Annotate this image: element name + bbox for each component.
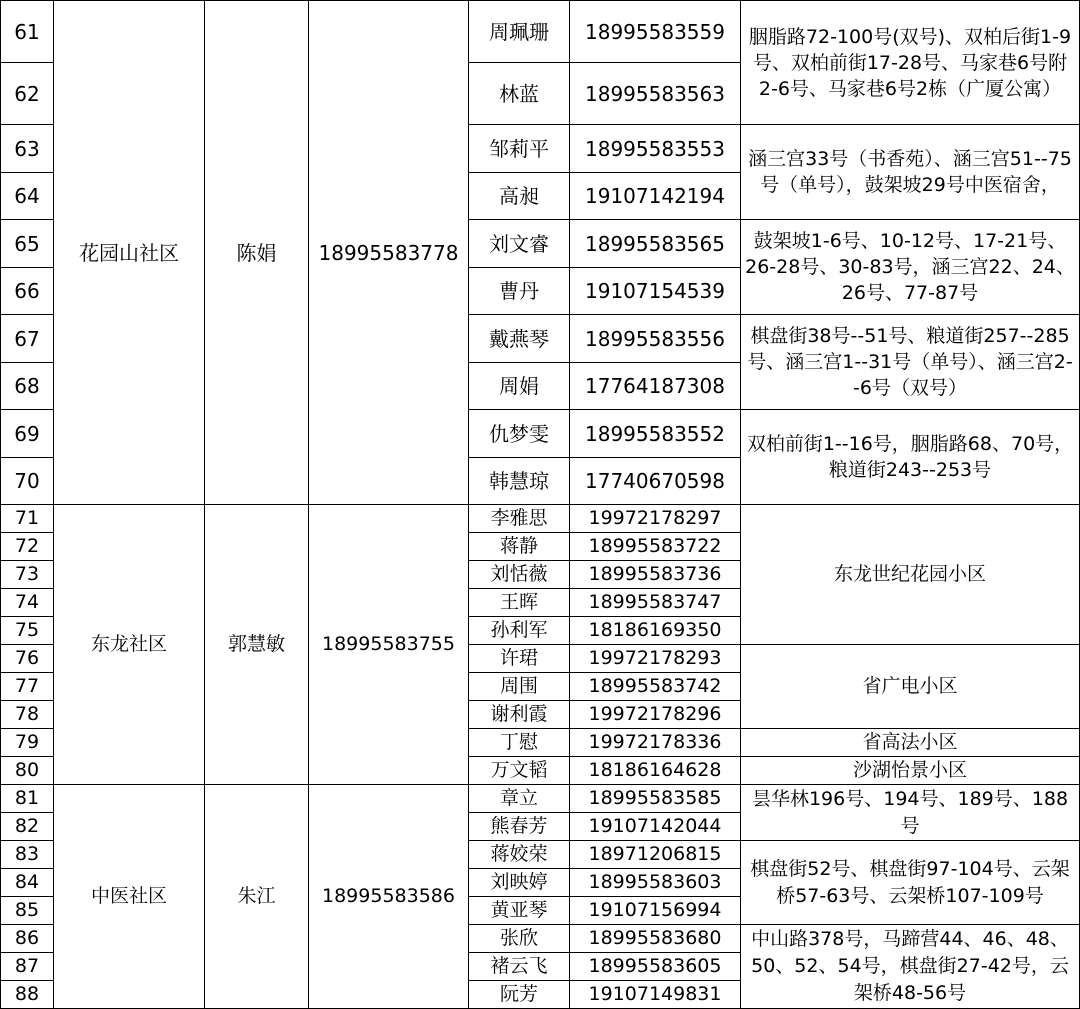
row-number: 76 [1, 645, 54, 673]
staff-name: 韩慧琼 [469, 458, 570, 505]
row-number: 83 [1, 841, 54, 869]
staff-name: 刘映婷 [469, 869, 570, 897]
row-number: 73 [1, 561, 54, 589]
staff-name: 蒋姣荣 [469, 841, 570, 869]
staff-phone: 19972178336 [570, 729, 741, 757]
staff-name: 周娟 [469, 363, 570, 410]
staff-name: 褚云飞 [469, 953, 570, 981]
staff-name: 阮芳 [469, 981, 570, 1009]
community-leader-phone: 18995583778 [309, 1, 469, 505]
staff-phone: 19107142044 [570, 813, 741, 841]
row-number: 70 [1, 458, 54, 505]
row-number: 65 [1, 220, 54, 268]
staff-name: 章立 [469, 785, 570, 813]
staff-phone: 19107156994 [570, 897, 741, 925]
row-number: 68 [1, 363, 54, 410]
row-number: 64 [1, 173, 54, 220]
row-number: 84 [1, 869, 54, 897]
row-number: 79 [1, 729, 54, 757]
community-name: 东龙社区 [54, 505, 205, 785]
staff-name: 孙利军 [469, 617, 570, 645]
row-number: 69 [1, 410, 54, 458]
row-number: 77 [1, 673, 54, 701]
staff-phone: 19107142194 [570, 173, 741, 220]
staff-name: 周珮珊 [469, 1, 570, 63]
table-row [1, 505, 1080, 533]
staff-phone: 18186164628 [570, 757, 741, 785]
row-number: 75 [1, 617, 54, 645]
row-number: 61 [1, 1, 54, 63]
service-address: 昙华林196号、194号、189号、188号 [741, 785, 1080, 841]
staff-phone: 18995583585 [570, 785, 741, 813]
row-number: 78 [1, 701, 54, 729]
row-number: 86 [1, 925, 54, 953]
staff-phone: 19972178296 [570, 701, 741, 729]
staff-name: 邹莉平 [469, 125, 570, 173]
staff-name: 熊春芳 [469, 813, 570, 841]
staff-name: 黄亚琴 [469, 897, 570, 925]
community-name: 中医社区 [54, 785, 205, 1009]
row-number: 72 [1, 533, 54, 561]
staff-name: 许珺 [469, 645, 570, 673]
service-address: 双柏前街1--16号，胭脂路68、70号，粮道街243--253号 [741, 410, 1080, 505]
service-address: 沙湖怡景小区 [741, 757, 1080, 785]
table-row [1, 1, 1080, 63]
row-number: 82 [1, 813, 54, 841]
community-leader-phone: 18995583755 [309, 505, 469, 785]
staff-phone: 18186169350 [570, 617, 741, 645]
staff-phone: 18995583747 [570, 589, 741, 617]
staff-phone: 18995583563 [570, 63, 741, 125]
staff-phone: 18995583559 [570, 1, 741, 63]
staff-phone: 19107149831 [570, 981, 741, 1009]
row-number: 81 [1, 785, 54, 813]
service-address: 省高法小区 [741, 729, 1080, 757]
staff-phone: 18995583605 [570, 953, 741, 981]
staff-name: 李雅思 [469, 505, 570, 533]
row-number: 87 [1, 953, 54, 981]
service-address: 涵三宫33号（书香苑）、涵三宫51--75号（单号），鼓架坡29号中医宿舍， [741, 125, 1080, 220]
staff-name: 张欣 [469, 925, 570, 953]
row-number: 66 [1, 268, 54, 315]
staff-name: 戴燕琴 [469, 315, 570, 363]
row-number: 88 [1, 981, 54, 1009]
row-number: 74 [1, 589, 54, 617]
table-row [1, 785, 1080, 813]
row-number: 71 [1, 505, 54, 533]
staff-phone: 19107154539 [570, 268, 741, 315]
community-name: 花园山社区 [54, 1, 205, 505]
service-address: 鼓架坡1-6号、10-12号、17-21号、26-28号、30-83号，涵三宫22、24、26号、77-87号 [741, 220, 1080, 315]
staff-name: 仇梦雯 [469, 410, 570, 458]
community-leader: 郭慧敏 [205, 505, 309, 785]
staff-phone: 17740670598 [570, 458, 741, 505]
service-address: 棋盘街38号--51号、粮道街257--285号、涵三宫1--31号（单号）、涵三宫2--6号（双号） [741, 315, 1080, 410]
staff-name: 林蓝 [469, 63, 570, 125]
community-leader-phone: 18995583586 [309, 785, 469, 1009]
service-address: 棋盘街52号、棋盘街97-104号、云架桥57-63号、云架桥107-109号 [741, 841, 1080, 925]
service-address: 东龙世纪花园小区 [741, 505, 1080, 645]
staff-name: 高昶 [469, 173, 570, 220]
row-number: 63 [1, 125, 54, 173]
staff-phone: 18971206815 [570, 841, 741, 869]
staff-phone: 18995583603 [570, 869, 741, 897]
service-address: 省广电小区 [741, 645, 1080, 729]
staff-name: 蒋静 [469, 533, 570, 561]
staff-phone: 18995583680 [570, 925, 741, 953]
staff-phone: 18995583722 [570, 533, 741, 561]
staff-phone: 18995583556 [570, 315, 741, 363]
staff-name: 万文韬 [469, 757, 570, 785]
staff-phone: 18995583553 [570, 125, 741, 173]
staff-phone: 19972178297 [570, 505, 741, 533]
row-number: 80 [1, 757, 54, 785]
staff-phone: 19972178293 [570, 645, 741, 673]
staff-name: 刘文睿 [469, 220, 570, 268]
staff-name: 丁慰 [469, 729, 570, 757]
community-leader: 朱江 [205, 785, 309, 1009]
staff-phone: 17764187308 [570, 363, 741, 410]
service-address: 胭脂路72-100号(双号)、双柏后街1-9号、双柏前街17-28号、马家巷6号附2-6号、马家巷6号2栋（广厦公寓） [741, 1, 1080, 125]
staff-name: 王晖 [469, 589, 570, 617]
staff-name: 周围 [469, 673, 570, 701]
service-address: 中山路378号，马蹄营44、46、48、50、52、54号，棋盘街27-42号，云架桥48-56号 [741, 925, 1080, 1009]
row-number: 67 [1, 315, 54, 363]
row-number: 62 [1, 63, 54, 125]
staff-phone: 18995583552 [570, 410, 741, 458]
staff-name: 曹丹 [469, 268, 570, 315]
community-leader: 陈娟 [205, 1, 309, 505]
staff-phone: 18995583736 [570, 561, 741, 589]
row-number: 85 [1, 897, 54, 925]
staff-name: 刘恬薇 [469, 561, 570, 589]
staff-phone: 18995583742 [570, 673, 741, 701]
staff-name: 谢利霞 [469, 701, 570, 729]
staff-phone: 18995583565 [570, 220, 741, 268]
